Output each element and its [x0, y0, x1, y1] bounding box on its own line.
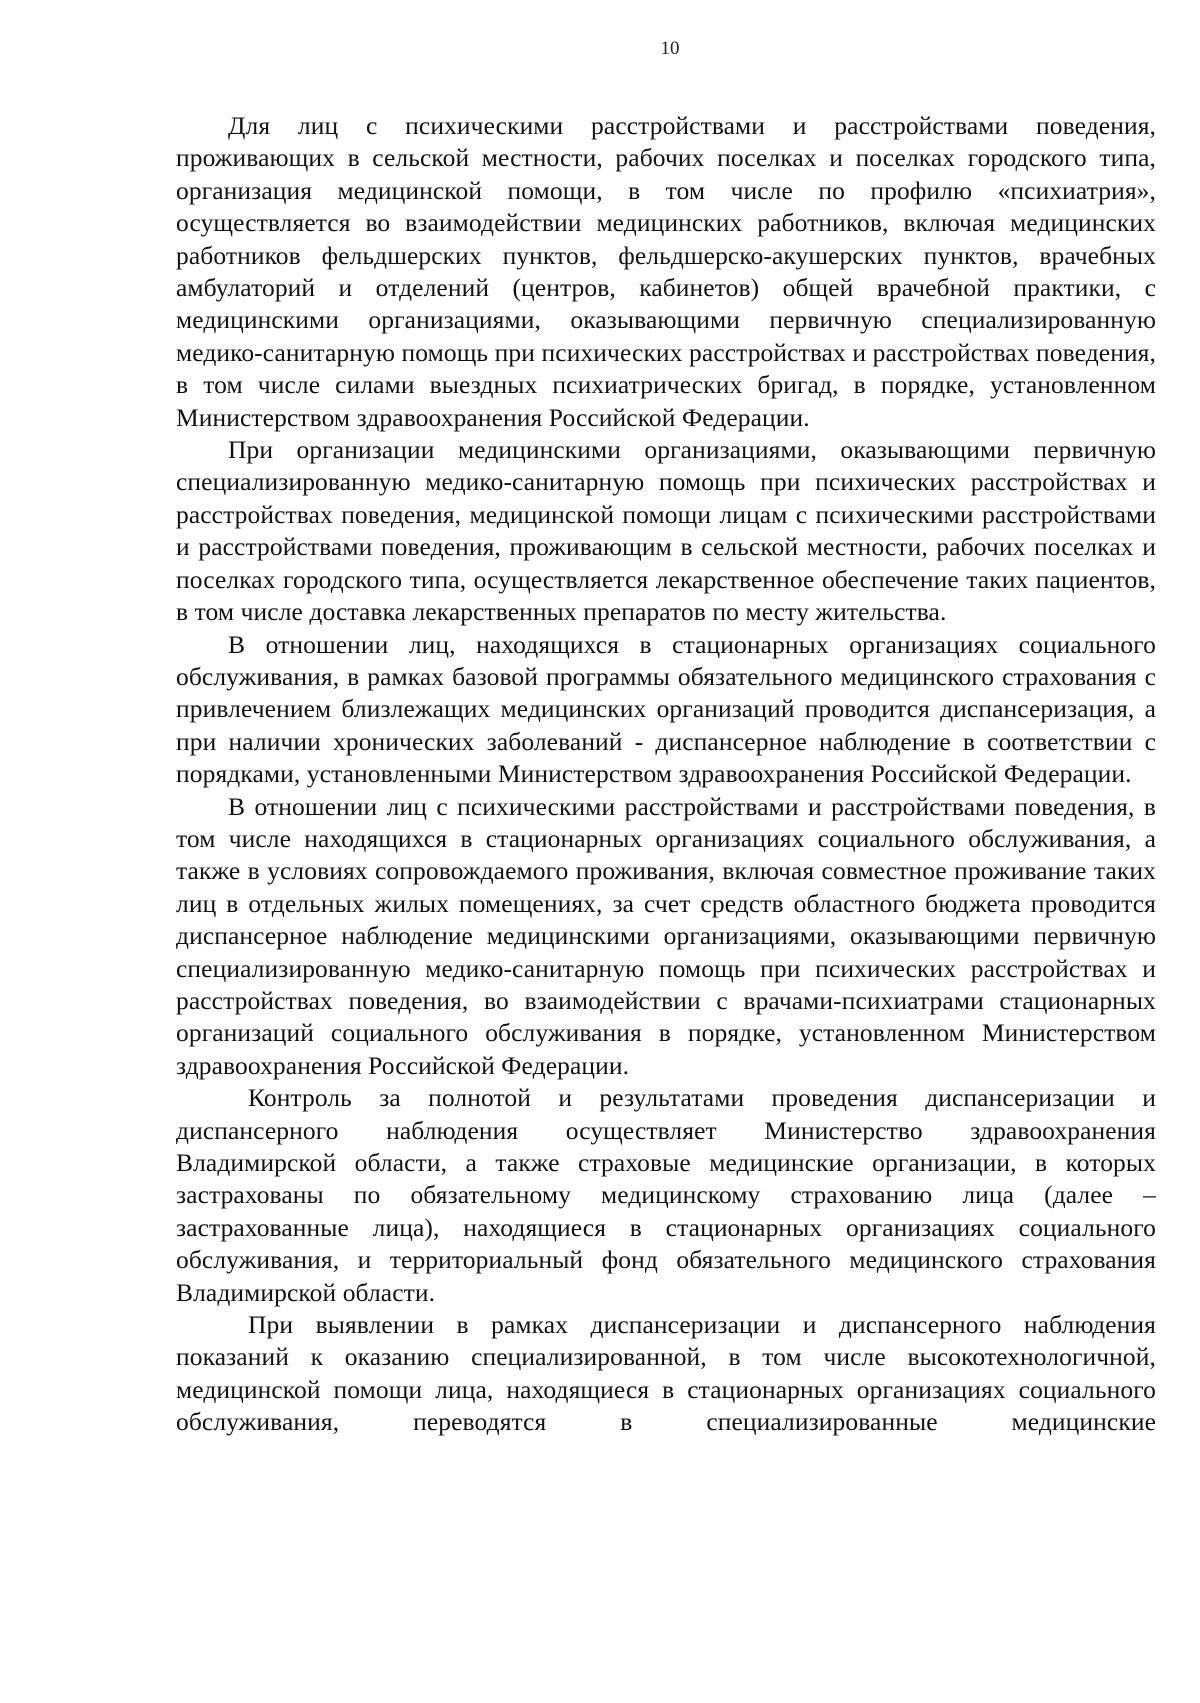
paragraph-specialized-care-transfer: При выявлении в рамках диспансеризации и диспансерного наблюдения показаний к оказанию специализированной, в том числе высокотехнологичной, медицинской помощи лица, находящиеся в стационарных организациях социального обслуживания, переводятся в специализированные медицинские — [176, 1310, 1156, 1437]
page-number: 10 — [660, 38, 680, 59]
paragraph-control-of-screening: Контроль за полнотой и результатами проведения диспансеризации и диспансерного наблюдения осуществляет Министерство здравоохранения Владимирской области, а также страховые медицинские организации, в которых застрахованы по обязательному медицинскому страхованию лица (далее – застрахованные лица), находящиеся в стационарных организациях социального обслуживания, и территориальный фонд обязательного медицинского страхования Владимирской области. — [176, 1083, 1156, 1307]
paragraph-psychiatric-dispensary-observation: В отношении лиц с психическими расстройствами и расстройствами поведения, в том числе находящихся в стационарных организациях социального обслуживания, а также в условиях сопровождаемого проживания, включая совместное проживание таких лиц в отдельных жилых помещениях, за счет средств областного бюджета проводится диспансерное наблюдение медицинскими организациями, оказывающими первичную специализированную медико-санитарную помощь при психических расстройствах и расстройствах поведения, во взаимодействии с врачами-психиатрами стационарных организаций социального обслуживания в порядке, установленном Министерством здравоохранения Российской Федерации. — [176, 791, 1156, 1080]
paragraph-drug-provision: При организации медицинскими организациями, оказывающими первичную специализированную медико-санитарную помощь при психических расстройствах и расстройствах поведения, медицинской помощи лицам с психическими расстройствами и расстройствами поведения, проживающим в сельской местности, рабочих поселках и поселках городского типа, осуществляется лекарственное обеспечение таких пациентов, в том числе доставка лекарственных препаратов по месту жительства. — [176, 435, 1156, 627]
document-body — [176, 110, 1156, 1439]
paragraph-social-institutions-screening: В отношении лиц, находящихся в стационарных организациях социального обслуживания, в рамках базовой программы обязательного медицинского страхования с привлечением близлежащих медицинских организаций проводится диспансеризация, а при наличии хронических заболеваний - диспансерное наблюдение в соответствии с порядками, установленными Министерством здравоохранения Российской Федерации. — [176, 629, 1156, 789]
paragraph-rural-psychiatric-care: Для лиц с психическими расстройствами и расстройствами поведения, проживающих в сельской местности, рабочих поселках и поселках городского типа, организация медицинской помощи, в том числе по профилю «психиатрия», осуществляется во взаимодействии медицинских работников, включая медицинских работников фельдшерских пунктов, фельдшерско-акушерских пунктов, врачебных амбулаторий и отделений (центров, кабинетов) общей врачебной практики, с медицинскими организациями, оказывающими первичную специализированную медико-санитарную помощь при психических расстройствах и расстройствах поведения, в том числе силами выездных психиатрических бригад, в порядке, установленном Министерством здравоохранения Российской Федерации. — [176, 111, 1156, 432]
